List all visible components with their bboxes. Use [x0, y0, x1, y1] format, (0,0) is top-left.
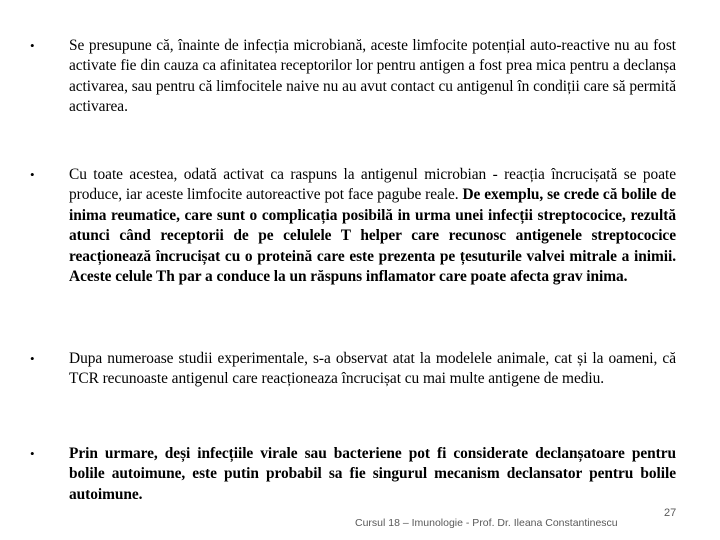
bullet-point-icon: • — [30, 446, 35, 461]
bullet-3-segment-1: Dupa numeroase studii experimentale, s-a observat atat la modelele animale, cat și la oameni, că TCR recunoaste antigenul care reacționeaza încrucișat cu mai multe antigene de mediu. — [69, 350, 676, 388]
footer-course-text: Cursul 18 – Imunologie - Prof. Dr. Ileana Constantinescu — [355, 517, 618, 529]
bullet-point-icon: • — [30, 167, 35, 182]
bullet-item-4 — [30, 444, 676, 505]
bullet-text-4 — [69, 444, 676, 505]
bullet-point-icon: • — [30, 38, 35, 53]
bullet-point-icon: • — [30, 351, 35, 366]
bullet-2-segment-1: Cu toate acestea, odată activat ca raspuns la antigenul microbian - reacția încrucișată se poate produce, iar aceste limfocite autoreactive pot face pagube reale. — [69, 166, 676, 204]
bullet-1-segment-1: Se presupune că, înainte de infecția microbiană, aceste limfocite potențial auto-reactive nu au fost activate fie din cauza ca afinitatea receptorilor lor pentru antigen a fost prea mica pentru a declanșa activarea, sau pentru că limfocitele naive nu au avut contact cu antigenul în condiții care să permită activarea. — [69, 37, 676, 116]
bullet-item-1 — [30, 36, 676, 118]
bullet-text-1 — [69, 36, 676, 118]
bullet-item-3 — [30, 349, 676, 390]
bullet-4-segment-1-bold: Prin urmare, deși infecțiile virale sau bacteriene pot fi considerate declanșatoare pentru bolile autoimune, este putin probabil sa fie singurul mecanism declansator pentru bolile autoimune. — [69, 445, 676, 503]
bullet-2-segment-2-bold: De exemplu, se crede că bolile de inima reumatice, care sunt o complicația posibilă in urma unei infecții streptococice, rezultă atunci când receptorii de pe celulele T helper care recunosc antigenele streptococice reacționează încrucișat cu o proteină care este prezenta pe țesuturile valvei mitrale a inimii. Aceste celule Th par a conduce la un răspuns inflamator care poate afecta grav inima. — [69, 186, 677, 286]
bullet-item-2 — [30, 165, 676, 287]
bullet-text-3 — [69, 349, 676, 390]
bullet-text-2 — [69, 165, 676, 287]
page-number: 27 — [664, 507, 677, 519]
